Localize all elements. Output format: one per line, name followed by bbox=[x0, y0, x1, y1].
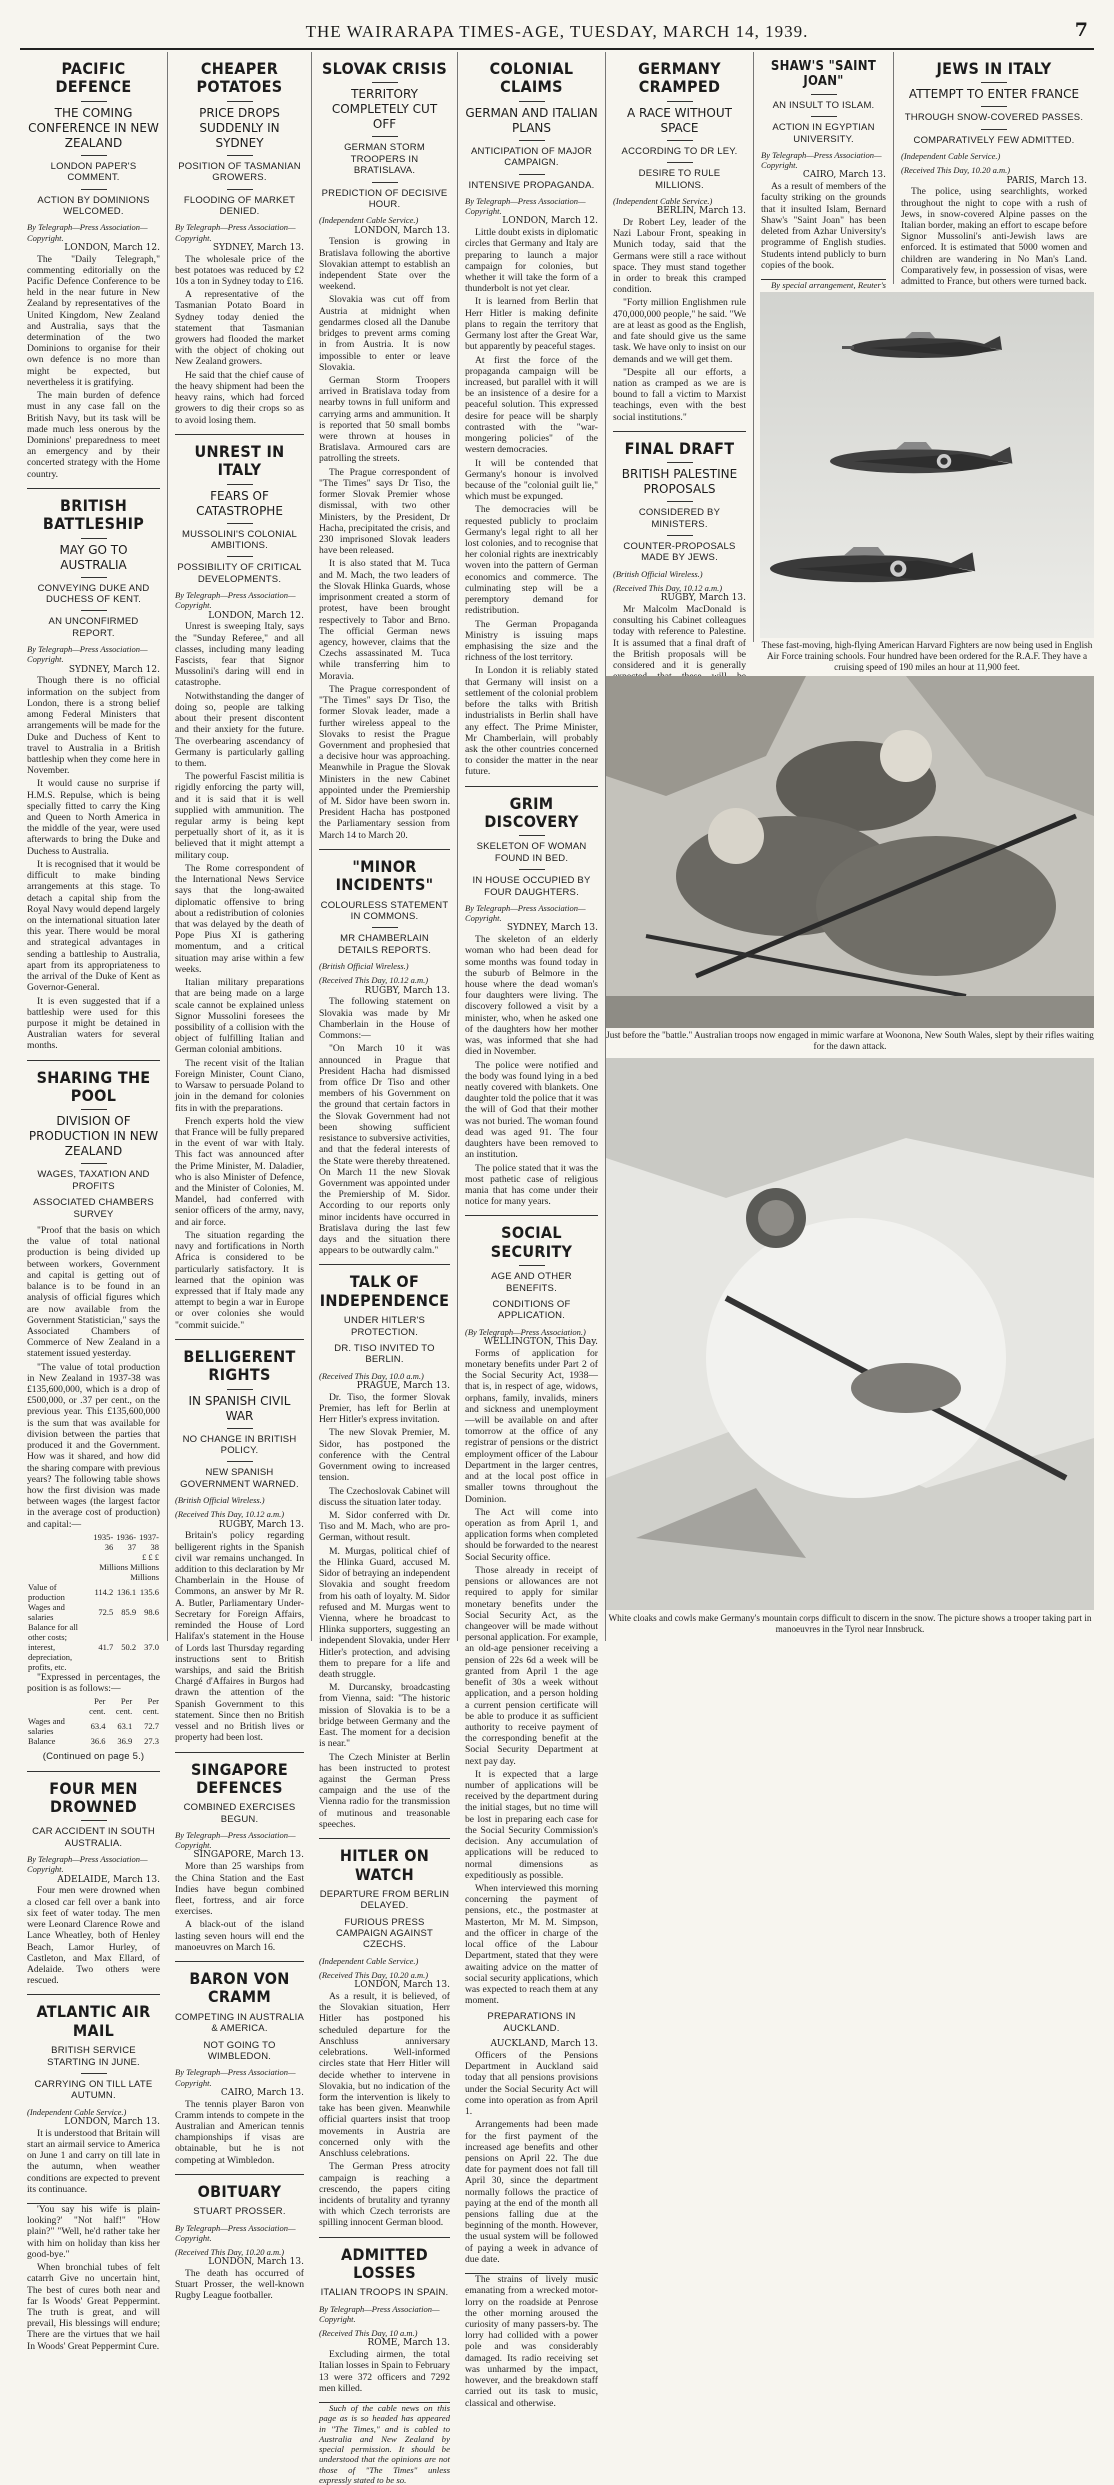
subhead: LONDON PAPER'S COMMENT. bbox=[50, 160, 137, 184]
table-cell: Wages and salaries bbox=[28, 1601, 65, 1622]
article-paragraph: Italian military preparations that are being made on a large scale cannot be explained unless Signor Mussolini foresees the possibility of a collision with the object of fulfilling Italian and German colonial ambitions. bbox=[175, 977, 304, 1056]
article-paragraph: It will be contended that Germany's honour is involved because of the "colonial guilt lie," which must be expunged. bbox=[465, 457, 598, 503]
deck: GERMAN AND ITALIAN PLANS bbox=[465, 105, 598, 135]
table-header: 1936-37 bbox=[116, 1531, 137, 1552]
byline: (Independent Cable Service.) bbox=[901, 151, 1001, 162]
table-cell: 41.7 bbox=[98, 1641, 114, 1652]
table-cell: 72.7 bbox=[144, 1721, 159, 1732]
article-paragraph: The new Slovak Premier, M. Sidor, has postponed the conference with the Central Government owing to increased tension. bbox=[319, 1427, 450, 1484]
article-paragraph: "On March 10 it was announced in Prague that President Hacha had dismissed from office Dr Tiso and other members of his Government on the ground that certain factors in the Slovak Government had not been showing sufficient resistance to subversive activities, and that the federal interests of the State were thereby threatened. On March 11 the new Slovak Government was appointed under the Premiership of M. Sidor. According to our reports only minor incidents have occurred in Bratislava during the last few days and the situation there appears to be outwardly calm." bbox=[319, 1043, 450, 1257]
byline: (British Official Wireless.) bbox=[175, 1495, 265, 1506]
table-cell: Value of production bbox=[28, 1581, 65, 1602]
column-2 bbox=[168, 52, 312, 2302]
table-header: Per cent. bbox=[142, 1696, 159, 1717]
headline-final-draft: FINAL DRAFT bbox=[624, 438, 735, 458]
table-unit: £ £ £ bbox=[142, 1551, 159, 1562]
dateline: LONDON, March 12. bbox=[64, 242, 160, 253]
deck: TERRITORY COMPLETELY CUT OFF bbox=[331, 87, 438, 132]
received-time: (Received This Day, 10.12 a.m.) bbox=[613, 583, 723, 594]
subhead: CONDITIONS OF APPLICATION. bbox=[492, 1298, 571, 1322]
subhead: ANTICIPATION OF MAJOR CAMPAIGN. bbox=[470, 145, 592, 169]
table-cell: Wages and salaries bbox=[28, 1716, 65, 1737]
subhead: AN UNCONFIRMED REPORT. bbox=[48, 616, 139, 639]
dateline: LONDON, March 12. bbox=[502, 216, 598, 227]
table-cell: Balance for all other costs; interest, depreciation, profits, etc. bbox=[28, 1621, 79, 1672]
byline: By Telegraph—Press Association—Copyright. bbox=[465, 195, 586, 217]
byline: By Telegraph—Press Association—Copyright. bbox=[175, 590, 296, 611]
subhead: BRITISH SERVICE STARTING IN JUNE. bbox=[47, 2045, 140, 2068]
subhead: NOT GOING TO WIMBLEDON. bbox=[203, 2039, 276, 2062]
dateline: RUGBY, March 13. bbox=[660, 593, 746, 604]
photo-australian-troops bbox=[606, 676, 1094, 1028]
table-header bbox=[27, 1696, 80, 1716]
byline: By Telegraph—Press Association—Copyright. bbox=[175, 2067, 296, 2088]
deck: BRITISH PALESTINE PROPOSALS bbox=[621, 467, 738, 497]
subhead: GERMAN STORM TROOPERS IN BRATISLAVA. bbox=[344, 142, 425, 177]
dateline: PARIS, March 13. bbox=[1006, 175, 1087, 186]
dateline: LONDON, March 13. bbox=[208, 2257, 304, 2268]
continued-note: (Continued on page 5.) bbox=[42, 1751, 145, 1763]
snow-illustration bbox=[606, 1058, 1094, 1610]
headline-belligerent-rights: BELLIGERENT RIGHTS bbox=[183, 1346, 296, 1385]
dateline: SYDNEY, March 13. bbox=[212, 242, 304, 253]
article-paragraph: The Prague correspondent of "The Times" says Dr Tiso, the former Slovak Premier whose dismissal, with two other Ministers, by the President, Dr Hacha, precipitated the crisis, and 230 imprisoned Slovak leaders have been released. bbox=[319, 466, 450, 557]
subhead: ACTION IN EGYPTIAN UNIVERSITY. bbox=[772, 122, 875, 145]
subhead: IN HOUSE OCCUPIED BY FOUR DAUGHTERS. bbox=[472, 875, 591, 898]
article-paragraph: The German Propaganda Ministry is issuing maps emphasising the size and the richness of the lost territory. bbox=[465, 618, 598, 664]
deck: A RACE WITHOUT SPACE bbox=[627, 105, 732, 135]
article-paragraph: The skeleton of an elderly woman who had been dead for some months was found today in the suburb of Belmore in the house where the dead woman's four daughters were living. The discovery followed a visit by a minister, who, when he asked one of the daughters how her mother was, was informed that she had died in November. bbox=[465, 934, 598, 1058]
article-paragraph: Officers of the Pensions Department in Auckland said today that all pensions provisions under the Social Security Act will come into operation as from April 1. bbox=[465, 2049, 598, 2118]
dateline: SINGAPORE, March 13. bbox=[193, 1850, 304, 1861]
table-row bbox=[27, 1602, 160, 1622]
deck: FEARS OF CATASTROPHE bbox=[196, 488, 283, 518]
table-header bbox=[27, 1532, 91, 1552]
article-paragraph: Dr. Tiso, the former Slovak Premier, has left for Berlin at Herr Hitler's express invitation. bbox=[319, 1391, 450, 1426]
article-paragraph: Unrest is sweeping Italy, says the "Sunday Referee," and all classes, including many leading Fascists, fear that Signor Mussolini's daring will end in catastrophe. bbox=[175, 621, 304, 689]
subhead: STUART PROSSER. bbox=[193, 2206, 286, 2218]
dateline: LONDON, March 13. bbox=[354, 1980, 450, 1991]
dateline: BERLIN, March 13. bbox=[656, 206, 746, 217]
subhead: CAR ACCIDENT IN SOUTH AUSTRALIA. bbox=[32, 1826, 155, 1849]
table-cell: Balance bbox=[28, 1736, 56, 1747]
article-paragraph: The Prague correspondent of "The Times" says Dr Tiso, the former Slovak leader, made a further wireless appeal to the Slovaks to resist the Prague Government and prophesied that a decisive hour was approaching. Meanwhile in Prague the Slovak Ministers in the new Cabinet appointed under the Premiership of M. Sidor have been sworn in. President Hacha has postponed the Parliamentary session from March 14 to March 20. bbox=[319, 683, 450, 841]
byline: By Telegraph—Press Association—Copyright. bbox=[27, 1854, 148, 1875]
byline: By Telegraph—Press Association—Copyright. bbox=[761, 150, 882, 171]
article-paragraph: Notwithstanding the danger of doing so, people are talking about their present discontent and their anxiety for the future. The overbearing ascendancy of Germany is particularly galling to them. bbox=[175, 690, 304, 769]
dateline: PRAGUE, March 13. bbox=[356, 1381, 450, 1391]
table-cell: 63.4 bbox=[90, 1721, 106, 1732]
masthead bbox=[20, 14, 1094, 50]
article-paragraph: The democracies will be requested publicly to proclaim Germany's legal right to all her lost colonies, and to recognise that her colonial rights are inextricably woven into the pattern of German economics and commerce. The culminating step will be a peremptory demand for redistribution. bbox=[465, 504, 598, 617]
article-paragraph: It would cause no surprise if H.M.S. Repulse, which is being specially fitted to carry the King and Queen to North America in the middle of the year, were used afterwards to bring the Duke and Duchess to Australia. bbox=[27, 778, 160, 857]
article-paragraph: "Despite all our efforts, a nation as cramped as we are is bound to fall a victim to Marxist teachings, even with the best social institutions." bbox=[613, 366, 746, 423]
article-paragraph: Four men were drowned when a closed car fell over a bank into six feet of water today. The men were Leonard Clarence Rowe and Lance Wheatley, both of Henley Beach, Lamor Hurley, of Castleton, and Max Ellard, of Adelaide. Two others were rescued. bbox=[27, 1885, 160, 1987]
headline-grim-discovery: GRIM DISCOVERY bbox=[484, 793, 579, 832]
article-paragraph: Those already in receipt of pensions or allowances are not required to apply for similar monetary benefits under the Social Security Act, as the changeover will be made without personal application. For example, an old-age pensioner receiving a pension of 22s 6d a week will be granted from April 1 the age benefit of 30s a week without application, and a person holding a current pension certificate will be able to produce it as sufficient authority to receive payment of the corresponding benefit at the Social Security Department at next pay day. bbox=[465, 1564, 598, 1767]
table-cell: 63.1 bbox=[117, 1721, 133, 1732]
article-paragraph: "The value of total production in New Zealand in 1937-38 was £135,600,000, which is a drop of £500,000, or .37 per cent., on the previous year. This £135,600,000 is the sum that was available for division between the parties that produced it and the Government. How was it shared, and how did the sharing compare with previous years? The following table shows how the first division was made between wages (the largest factor in the average cost of production) and capital:— bbox=[27, 1361, 160, 1530]
subhead: AN INSULT TO ISLAM. bbox=[772, 99, 875, 111]
table-cell: 37.0 bbox=[144, 1641, 159, 1652]
byline: (Independent Cable Service.) bbox=[319, 1955, 419, 1966]
subhead: COUNTER-PROPOSALS MADE BY JEWS. bbox=[623, 541, 736, 564]
table-row bbox=[27, 1736, 160, 1746]
article-paragraph: "Forty million Englishmen rule 470,000,000 people," he said. "We are at least as good as the English, and fate should give us the same task. We have only to insist on our demands and we will get them. bbox=[613, 297, 746, 365]
reuters-notice: By special arrangement, Reuter's bbox=[771, 279, 886, 290]
subhead: SKELETON OF WOMAN FOUND IN BED. bbox=[476, 841, 587, 864]
article-paragraph: M. Sidor conferred with Dr. Tiso and M. Mach, who are pro-German, without result. bbox=[319, 1509, 450, 1544]
table-cell: 50.2 bbox=[121, 1641, 137, 1652]
article-paragraph: The police, using searchlights, worked throughout the night to cope with a rush of Jews, in snow-covered Alpine passes on the Italian border, making an effort to escape before Signor Mussolini's anti-Jewish laws are enforced. It is estimated that 5000 women and children are wandering in No Man's Land. Comparatively few, in possession of visas, were admitted to France, but others were turned back. bbox=[901, 186, 1087, 288]
article-paragraph: French experts hold the view that France will be fully prepared in the event of war with Italy. This fact was announced after the Prime Minister, M. Daladier, who is also Minister of Defence, and the Minister of Colonies, M. Mandel, had conferred with senior officers of the army, navy, and air force. bbox=[175, 1115, 304, 1228]
article-paragraph: Though there is no official information on the subject from London, there is a strong belief among Federal Ministers that arrangements will be made for the Duke and Duchess of Kent to travel to Australia in a British battleship when they come here in November. bbox=[27, 675, 160, 777]
article-paragraph: The situation regarding the navy and fortifications in North Africa is considered to be particularly satisfactory. It is learned that the opinion was expressed that if Italy made any attempt to begin a war in Europe or over colonies she would "commit suicide." bbox=[175, 1229, 304, 1331]
article-paragraph: "Expressed in percentages, the position is as follows:— bbox=[27, 1671, 160, 1695]
byline: (Independent Cable Service.) bbox=[613, 195, 713, 206]
byline: By Telegraph—Press Association—Copyright. bbox=[27, 222, 148, 243]
headline-atlantic-air-mail: ATLANTIC AIR MAIL bbox=[36, 2002, 151, 2040]
article-paragraph: The Czechoslovak Cabinet will discuss the situation later today. bbox=[319, 1485, 450, 1508]
article-paragraph: Britain's policy regarding belligerent rights in the Spanish civil war remains unchanged. In addition to this declaration by Mr Chamberlain in the House of Commons, an answer by Mr R. A. Butler, Parliamentary Under-Secretary for Foreign Affairs, reminded the House of Lord Halifax's statement in the House of Lords last Thursday regarding instructions sent to British warships, and said the British Chargé d'Affaires in Burgos had drawn the attention of the Spanish Government to this statement. Since then no British vessel and no British lives or property had been lost. bbox=[175, 1530, 304, 1744]
article-paragraph: The Czech Minister at Berlin has been instructed to protest against the German Press campaign and the use of the Vienna radio for the transmission of mutinous and treasonable speeches. bbox=[319, 1751, 450, 1830]
table-header: 1935-36 bbox=[93, 1531, 114, 1552]
article-paragraph: At first the force of the propaganda campaign will be increased, but parallel with it will be an insistence of a desire for a peaceful solution. This expressed desire for peace will be sharply contrasted with the "war-mongering policies" of the western democracies. bbox=[465, 354, 598, 456]
table-cell: 72.5 bbox=[98, 1606, 114, 1617]
column-4 bbox=[458, 52, 606, 2409]
article-paragraph: The tennis player Baron von Cramm intends to compete in the Australian and American tennis championships if visas are obtainable, but he is not competing at Wimbledon. bbox=[175, 2098, 304, 2166]
table-cell: 114.2 bbox=[94, 1586, 114, 1597]
deck: THE COMING CONFERENCE IN NEW ZEALAND bbox=[28, 105, 159, 150]
dateline: ROME, March 13. bbox=[367, 2338, 450, 2349]
byline: (British Official Wireless.) bbox=[613, 568, 703, 579]
column-6 bbox=[754, 52, 894, 290]
advert-text: 'You say his wife is plain-looking?' "Not half!" "How plain?" "Well, he'd rather take her with him on holiday than kiss her good-bye." bbox=[27, 2204, 160, 2260]
article-paragraph: It is also stated that M. Tuca and M. Mach, the two leaders of the Slovak Hlinka Guards, whose imprisonment created a storm of protest, have been brought respectively to Tabor and Brno. The official German news agency, however, claims that the Czechs assassinated M. Tuca while transferring him to Moravia. bbox=[319, 558, 450, 682]
table-unit: Millions Millions Millions bbox=[99, 1561, 159, 1582]
subhead: THROUGH SNOW-COVERED PASSES. bbox=[904, 112, 1084, 124]
subhead: CONVEYING DUKE AND DUCHESS OF KENT. bbox=[37, 582, 150, 606]
photo-harvard-fighters bbox=[760, 292, 1094, 638]
article-paragraph: When interviewed this morning concerning the payment of pensions, etc., the postmaster at Masterton, Mr M. M. Simpson, and the officer in charge of the local office of the Labour Department, stated that they were awaiting advice on the matter of social security applications, which was expected to reach them at any moment. bbox=[465, 1883, 598, 2007]
subhead: WAGES, TAXATION AND PROFITS bbox=[37, 1169, 150, 1192]
article-paragraph: Little doubt exists in diplomatic circles that Germany and Italy are preparing to launch a major campaign for colonies, but whether it will take the form of a thunderbolt is not yet clear. bbox=[465, 227, 598, 295]
article-paragraph: Slovakia was cut off from Austria at midnight when gendarmes closed all the Danube bridges to prevent arms coming in from Austria. It is now impossible to enter or leave Slovakia. bbox=[319, 294, 450, 373]
table-cell: 135.6 bbox=[139, 1586, 159, 1597]
article-paragraph: It is learned from Berlin that Herr Hitler is making definite plans to regain the territory that Germany lost after the Great War, but apparently by peaceful stages. bbox=[465, 296, 598, 353]
article-paragraph: It is expected that a large number of applications will be received by the department during the initial stages, but no time will be lost in preparing each case for the Social Security Commission's decision. Any accumulation of applications will be reduced to normal dimensions as expeditiously as possible. bbox=[465, 1768, 598, 1881]
aircraft-illustration bbox=[760, 292, 1094, 638]
byline: (Independent Cable Service.) bbox=[27, 2106, 127, 2117]
article-paragraph: Dr Robert Ley, leader of the Nazi Labour Front, speaking in Munich today, said that the Germans were still a race without space. They must stand together in order to break this cramped condition. bbox=[613, 216, 746, 296]
article-paragraph: Mr Malcolm MacDonald is consulting his Cabinet colleagues today with reference to Palestine. It is assumed that a final draft of the British proposals will be considered and it is generally bbox=[613, 604, 746, 672]
article-paragraph: The police were notified and the body was found lying in a bed neatly covered with blankets. One daughter told the police that it was the will of God that their mother was not buried. The woman found dead was aged 91. The four daughters have been removed to an institution. bbox=[465, 1059, 598, 1161]
table-cell: 98.6 bbox=[144, 1606, 159, 1617]
headline-baron-von-cramm: BARON VON CRAMM bbox=[189, 1969, 290, 2007]
subhead: COMPETING IN AUSTRALIA & AMERICA. bbox=[175, 2011, 304, 2035]
article-paragraph: A black-out of the island lasting seven hours will end the manoeuvres on March 16. bbox=[175, 1919, 304, 1953]
article-paragraph: Arrangements had been made for the first payment of the increased age benefits and other pensions on April 22. The due date for payment does not fall till April 30, since the department normally follows the practice of paying at the end of the month all pensions falling due at the beginning of the month. However, the usual system will be followed of paying a week in advance of due date. bbox=[465, 2119, 598, 2265]
article-paragraph: The powerful Fascist militia is rigidly enforcing the party will, and it is said that it is well supplied with ammunition. The regular army is being kept perpetually short of it, as it is believed that it might attempt a military coup. bbox=[175, 771, 304, 861]
subhead: INTENSIVE PROPAGANDA. bbox=[468, 179, 595, 191]
subhead: FURIOUS PRESS CAMPAIGN AGAINST CZECHS. bbox=[336, 1916, 433, 1951]
production-table bbox=[27, 1532, 160, 1672]
deck: ATTEMPT TO ENTER FRANCE bbox=[908, 87, 1080, 102]
deck: DIVISION OF PRODUCTION IN NEW ZEALAND bbox=[28, 1114, 159, 1159]
article-paragraph: In London it is reliably stated that Germany will insist on a settlement of the colonial problem before the talks with British industrialists in Berlin shall have any effect. The Prime Minister, Mr Chamberlain, will probably ask the other countries concerned to consider the matter in the near future. bbox=[465, 665, 598, 778]
table-cell: 136.1 bbox=[116, 1586, 137, 1597]
subhead: COMBINED EXERCISES BEGUN. bbox=[183, 1802, 296, 1825]
byline: By Telegraph—Press Association—Copyright. bbox=[175, 222, 296, 243]
headline-social-security: SOCIAL SECURITY bbox=[490, 1223, 573, 1261]
article-paragraph: The German Press atrocity campaign is reaching a crescendo, the papers citing incidents of brutality and tyranny with which Czech terrorists are spilling innocent German blood. bbox=[319, 2161, 450, 2229]
caption-australian-troops: Just before the "battle." Australian troops now engaged in mimic warfare at Woonona, New South Wales, slept by their rifles waiting for the dawn attack. bbox=[606, 1030, 1094, 1052]
dateline: LONDON, March 13. bbox=[64, 2116, 160, 2127]
article-paragraph: The Act will come into operation as from April 1, and application forms when completed should be forwarded to the nearest Social Security office. bbox=[465, 1506, 598, 1563]
subhead: UNDER HITLER'S PROTECTION. bbox=[343, 1315, 426, 1338]
article-paragraph: It is recognised that it would be difficult to make binding arrangements at this stage. To detach a capital ship from the Royal Navy would depend largely on the international situation later this year. There would be moral and strategical advantages in sending a battleship to Australia, apart from its appropriateness to the arrival of the Duke of Kent as Governor-General. bbox=[27, 858, 160, 994]
dateline: AUCKLAND, March 13. bbox=[490, 2039, 598, 2050]
received-time: (Received This Day, 10.20 a.m.) bbox=[175, 2247, 285, 2258]
article-paragraph: Tension is growing in Bratislava following the abortive Slovakian attempt to establish an independent State over the weekend. bbox=[319, 236, 450, 293]
table-row bbox=[27, 1622, 160, 1672]
headline-jews-in-italy: JEWS IN ITALY bbox=[936, 59, 1052, 78]
byline: By Telegraph—Press Association—Copyright. bbox=[465, 902, 586, 924]
troops-illustration bbox=[606, 676, 1094, 1028]
headline-colonial-claims: COLONIAL CLAIMS bbox=[489, 59, 574, 97]
headline-admitted-losses: ADMITTED LOSSES bbox=[341, 2244, 428, 2282]
column-7 bbox=[894, 52, 1094, 288]
subhead: NEW SPANISH GOVERNMENT WARNED. bbox=[180, 1467, 299, 1490]
dateline: WELLINGTON, This Day. bbox=[483, 1336, 598, 1347]
received-time: (Received This Day, 10.12 a.m.) bbox=[175, 1509, 285, 1520]
times-notice: Such of the cable news on this page as is so headed has appeared in "The Times," and is cabled to Australia and New Zealand by special permission. It should be understood that the opinions are not those of "The Times" unless expressly stated to be so. bbox=[319, 2403, 450, 2485]
article-paragraph: The main burden of defence must in any case fall on the British Navy, but its task will be made much less onerous by the Dominions' preparedness to meet an emergency and by their concerted strategy with the Home country. bbox=[27, 390, 160, 480]
headline-minor-incidents: "MINOR INCIDENTS" bbox=[335, 856, 434, 895]
article-paragraph: It is understood that Britain will start an airmail service to America on June 1 and carry on till late in the autumn, when weather conditions are expected to prevent its continuance. bbox=[27, 2127, 160, 2195]
received-time: (Received This Day, 10.12 a.m.) bbox=[319, 975, 429, 986]
caption-harvard-fighters: These fast-moving, high-flying American Harvard Fighters are now being used in English Air Force training schools. Four hundred have been ordered for the R.A.F. They have a cruising speed of 190 miles an hour at 11,900 feet. bbox=[761, 640, 1093, 673]
article-paragraph: As a result of members of the faculty striking on the grounds that it insulted Islam, Bernard Shaw's "Saint Joan" has been deleted from Azhar University's programme of English studies. Students intend publicly to burn copies of the book. bbox=[761, 181, 886, 271]
table-cell: 85.9 bbox=[121, 1606, 137, 1617]
received-time: (Received This Day, 10 a.m.) bbox=[319, 2328, 418, 2339]
advert-text: When bronchial tubes of felt catarrh Give no uncertain hint, The best of cures both near and far Is Woods' Great Peppermint. The truth is great, and will prevail, His blessings will endure; There are the virtues that we hail In Woods' Great Peppermint Cure. bbox=[27, 2262, 160, 2352]
column-3 bbox=[312, 52, 458, 2485]
article-paragraph: The "Daily Telegraph," commenting editorially on the Pacific Defence Conference to be held in the near future in New Zealand by representatives of the United Kingdom, New Zealand and Australia, says that the determination of the two Dominions to organise for their own defence is no more than might be expected, but nevertheless it is gratifying. bbox=[27, 253, 160, 388]
article-paragraph: Excluding airmen, the total Italian losses in Spain to February 13 were 372 officers and 7292 men killed. bbox=[319, 2349, 450, 2394]
byline: By Telegraph—Press Association—Copyright. bbox=[175, 2222, 296, 2243]
subhead: CARRYING ON TILL LATE AUTUMN. bbox=[34, 2078, 153, 2102]
table-row bbox=[27, 1582, 160, 1602]
byline: By Telegraph—Press Association—Copyright. bbox=[175, 1830, 296, 1851]
subhead: ACCORDING TO DR LEY. bbox=[621, 145, 738, 157]
byline: (By Telegraph—Press Association.) bbox=[465, 1326, 586, 1337]
dateline: CAIRO, March 13. bbox=[802, 170, 886, 181]
subhead: FLOODING OF MARKET DENIED. bbox=[183, 194, 296, 217]
byline: (Independent Cable Service.) bbox=[319, 215, 419, 226]
headline-unrest-in-italy: UNREST IN ITALY bbox=[194, 441, 285, 480]
subhead: ITALIAN TROOPS IN SPAIN. bbox=[320, 2287, 449, 2299]
article-paragraph: M. Durcansky, broadcasting from Vienna, said: "The historic mission of Slovakia is to be a bridge between Germany and the East. The moment for a decision is near." bbox=[319, 1682, 450, 1750]
subhead: POSSIBILITY OF CRITICAL DEVELOPMENTS. bbox=[177, 562, 302, 585]
column-1 bbox=[20, 52, 168, 2352]
headline-four-men-drowned: FOUR MEN DROWNED bbox=[49, 1778, 138, 1817]
subhead: MR CHAMBERLAIN DETAILS REPORTS. bbox=[337, 933, 432, 956]
dateline: ADELAIDE, March 13. bbox=[57, 1874, 160, 1885]
deck: MAY GO TO AUSTRALIA bbox=[59, 542, 128, 572]
byline: (British Official Wireless.) bbox=[319, 961, 409, 972]
headline-hitler-on-watch: HITLER ON WATCH bbox=[339, 1846, 430, 1884]
byline: By Telegraph—Press Association—Copyright. bbox=[27, 644, 148, 665]
subhead: ASSOCIATED CHAMBERS SURVEY bbox=[33, 1197, 154, 1220]
dateline: CAIRO, March 13. bbox=[220, 2087, 304, 2098]
dateline: RUGBY, March 13. bbox=[364, 985, 450, 996]
article-paragraph: More than 25 warships from the China Station and the East Indies have begun combined fleet, fortress, and air force exercises. bbox=[175, 1861, 304, 1918]
article-paragraph: The death has occurred of Stuart Prosser, the well-known Rugby League footballer. bbox=[175, 2268, 304, 2302]
byline: By Telegraph—Press Association—Copyright. bbox=[319, 2303, 440, 2324]
article-paragraph: The recent visit of the Italian Foreign Minister, Count Ciano, to Warsaw to persuade Poland to join in the demand for colonies fits in with the preparations. bbox=[175, 1057, 304, 1114]
subhead: DEPARTURE FROM BERLIN DELAYED. bbox=[319, 1888, 450, 1912]
subhead: ACTION BY DOMINIONS WELCOMED. bbox=[37, 194, 150, 217]
subhead: DESIRE TO RULE MILLIONS. bbox=[638, 168, 721, 191]
caption-mountain-corps: White cloaks and cowls make Germany's mountain corps difficult to discern in the snow. The picture shows a trooper taking part in manoeuvres in the Tyrol near Innsbruck. bbox=[608, 1613, 1092, 1635]
article-paragraph: The Rome correspondent of the International News Service says that the long-awaited diplomatic offensive to bring about a redistribution of colonies that was delayed by the death of Pope Pius XI is gathering momentum, and a critical situation may arise within a few weeks. bbox=[175, 862, 304, 975]
table-row bbox=[27, 1716, 160, 1736]
table-header: 1937-38 bbox=[139, 1531, 159, 1552]
deck: PRICE DROPS SUDDENLY IN SYDNEY bbox=[199, 105, 280, 150]
subhead: CONSIDERED BY MINISTERS. bbox=[638, 507, 721, 530]
article-paragraph: He said that the chief cause of the heavy shipment had been the heavy rains, which had forced growers to dig their crops so as to avoid losing them. bbox=[175, 369, 304, 426]
dateline: LONDON, March 12. bbox=[208, 610, 304, 621]
article-paragraph: "Proof that the basis on which the value of total national production is being divided up between workers, Government and capital is getting out of balance is to be found in an analysis of official figures which are now available from the Government Statistician," says the Associated Chambers of Commerce of New Zealand in a statement issued yesterday. bbox=[27, 1224, 160, 1360]
headline-sharing-the-pool: SHARING THE POOL bbox=[36, 1067, 151, 1106]
received-time: (Received This Day, 10.0 a.m.) bbox=[319, 1370, 424, 1381]
subhead: PREPARATIONS IN AUCKLAND. bbox=[487, 2011, 576, 2034]
headline-singapore-defences: SINGAPORE DEFENCES bbox=[190, 1759, 289, 1797]
article-paragraph: The following statement on Slovakia was made by Mr Chamberlain in the House of Commons:— bbox=[319, 996, 450, 1042]
table-header: Per cent. bbox=[89, 1696, 106, 1717]
table-cell: 36.9 bbox=[117, 1736, 133, 1747]
dateline: LONDON, March 13. bbox=[354, 225, 450, 236]
article-paragraph: As a result, it is believed, of the Slovakian situation, Herr Hitler has postponed his scheduled departure for the Anschluss anniversary celebrations. Well-informed circles state that Herr Hitler will decide whether to intervene in Slovakia, but no indication of the form the intervention is likely to take has been given. Meanwhile official quarters insist that troop movements in Austria are concerned only with the Anschluss celebrations. bbox=[319, 1991, 450, 2160]
article-paragraph: The strains of lively music emanating from a wrecked motor-lorry on the roadside at Penrose the other morning aroused the curiosity of many passers-by. The lorry had collided with a power pole and was considerably damaged. Its radio receiving set was unharmed by the impact, however, and the breakdown staff carried out its task to music, classical and otherwise. bbox=[465, 2274, 598, 2409]
dateline: RUGBY, March 13. bbox=[218, 1519, 304, 1530]
percentage-table bbox=[27, 1696, 160, 1746]
article-paragraph: The wholesale price of the best potatoes was reduced by £2 10s a ton in Sydney today to £16. bbox=[175, 253, 304, 287]
column-5 bbox=[606, 52, 754, 672]
headline-pacific-defence: PACIFIC DEFENCE bbox=[55, 59, 132, 97]
article-paragraph: A representative of the Tasmanian Potato Board in Sydney today denied the statement that Tasmanian growers had flooded the market with the object of choking out New Zealand growers. bbox=[175, 289, 304, 368]
masthead-title: THE WAIRARAPA TIMES-AGE, TUESDAY, MARCH 14, 1939. bbox=[305, 22, 809, 41]
photo-mountain-corps bbox=[606, 1058, 1094, 1610]
subhead: DR. TISO INVITED TO BERLIN. bbox=[334, 1343, 435, 1366]
received-time: (Received This Day, 10.20 a.m.) bbox=[319, 1970, 429, 1981]
headline-slovak-crisis: SLOVAK CRISIS bbox=[321, 59, 448, 78]
dateline: SYDNEY, March 13. bbox=[506, 923, 598, 934]
headline-cheaper-potatoes: CHEAPER POTATOES bbox=[196, 59, 283, 97]
subhead: AGE AND OTHER BENEFITS. bbox=[491, 1271, 572, 1294]
deck: IN SPANISH CIVIL WAR bbox=[188, 1393, 291, 1423]
subhead: POSITION OF TASMANIAN GROWERS. bbox=[178, 160, 301, 184]
table-header: Per cent. bbox=[115, 1696, 133, 1717]
table-cell: 36.6 bbox=[90, 1736, 106, 1747]
article-paragraph: Forms of application for monetary benefits under Part 2 of the Social Security Act, 1938—that is, in respect of age, widows, orphans, family, invalids, miners and sickness and unemployment—will be available on and after tomorrow at the office of any registrar of pensions or the district employment officer of the Labour Department in the larger centres, and at the local post office in smaller towns throughout the Dominion. bbox=[465, 1347, 598, 1505]
subhead: COMPARATIVELY FEW ADMITTED. bbox=[913, 134, 1075, 146]
received-time: (Received This Day, 10.20 a.m.) bbox=[901, 165, 1011, 176]
page-number: 7 bbox=[1074, 19, 1088, 41]
article-paragraph: The police stated that it was the most pathetic case of religious mania that has come under their notice for many years. bbox=[465, 1162, 598, 1208]
subhead: PREDICTION OF DECISIVE HOUR. bbox=[321, 187, 448, 210]
table-cell: 27.3 bbox=[144, 1736, 159, 1747]
subhead: NO CHANGE IN BRITISH POLICY. bbox=[182, 1433, 297, 1457]
subhead: COLOURLESS STATEMENT IN COMMONS. bbox=[320, 899, 449, 923]
article-paragraph: M. Murgas, political chief of the Hlinka Guard, accused M. Sidor of betraying an independent Slovakia and sought freedom from his oath of loyalty. M. Sidor refused and M. Murgas went to Vienna, where he broadcast to Hlinka supporters, suggesting an independent Slovakia, under Herr Hitler's protection, and advising them to prepare for a life and death struggle. bbox=[319, 1545, 450, 1681]
headline-obituary: OBITUARY bbox=[197, 2181, 282, 2201]
article-paragraph: It is even suggested that if a battleship were used for this purpose it might be detained in Australian waters for several months. bbox=[27, 995, 160, 1052]
headline-germany-cramped: GERMANY CRAMPED bbox=[638, 59, 721, 97]
headline-saint-joan: SHAW'S "SAINT JOAN" bbox=[770, 59, 877, 89]
headline-talk-of-independence: TALK OF INDEPENDENCE bbox=[319, 1272, 450, 1310]
article-paragraph: German Storm Troopers arrived in Bratislava today from nearby towns in full uniform and carrying arms and ammunition. It is reported that 50 small bombs were thrown at houses in Bratislava. Armoured cars are patrolling the streets. bbox=[319, 374, 450, 465]
subhead: MUSSOLINI'S COLONIAL AMBITIONS. bbox=[181, 528, 298, 551]
headline-british-battleship: BRITISH BATTLESHIP bbox=[42, 495, 145, 534]
dateline: SYDNEY, March 12. bbox=[68, 664, 160, 675]
